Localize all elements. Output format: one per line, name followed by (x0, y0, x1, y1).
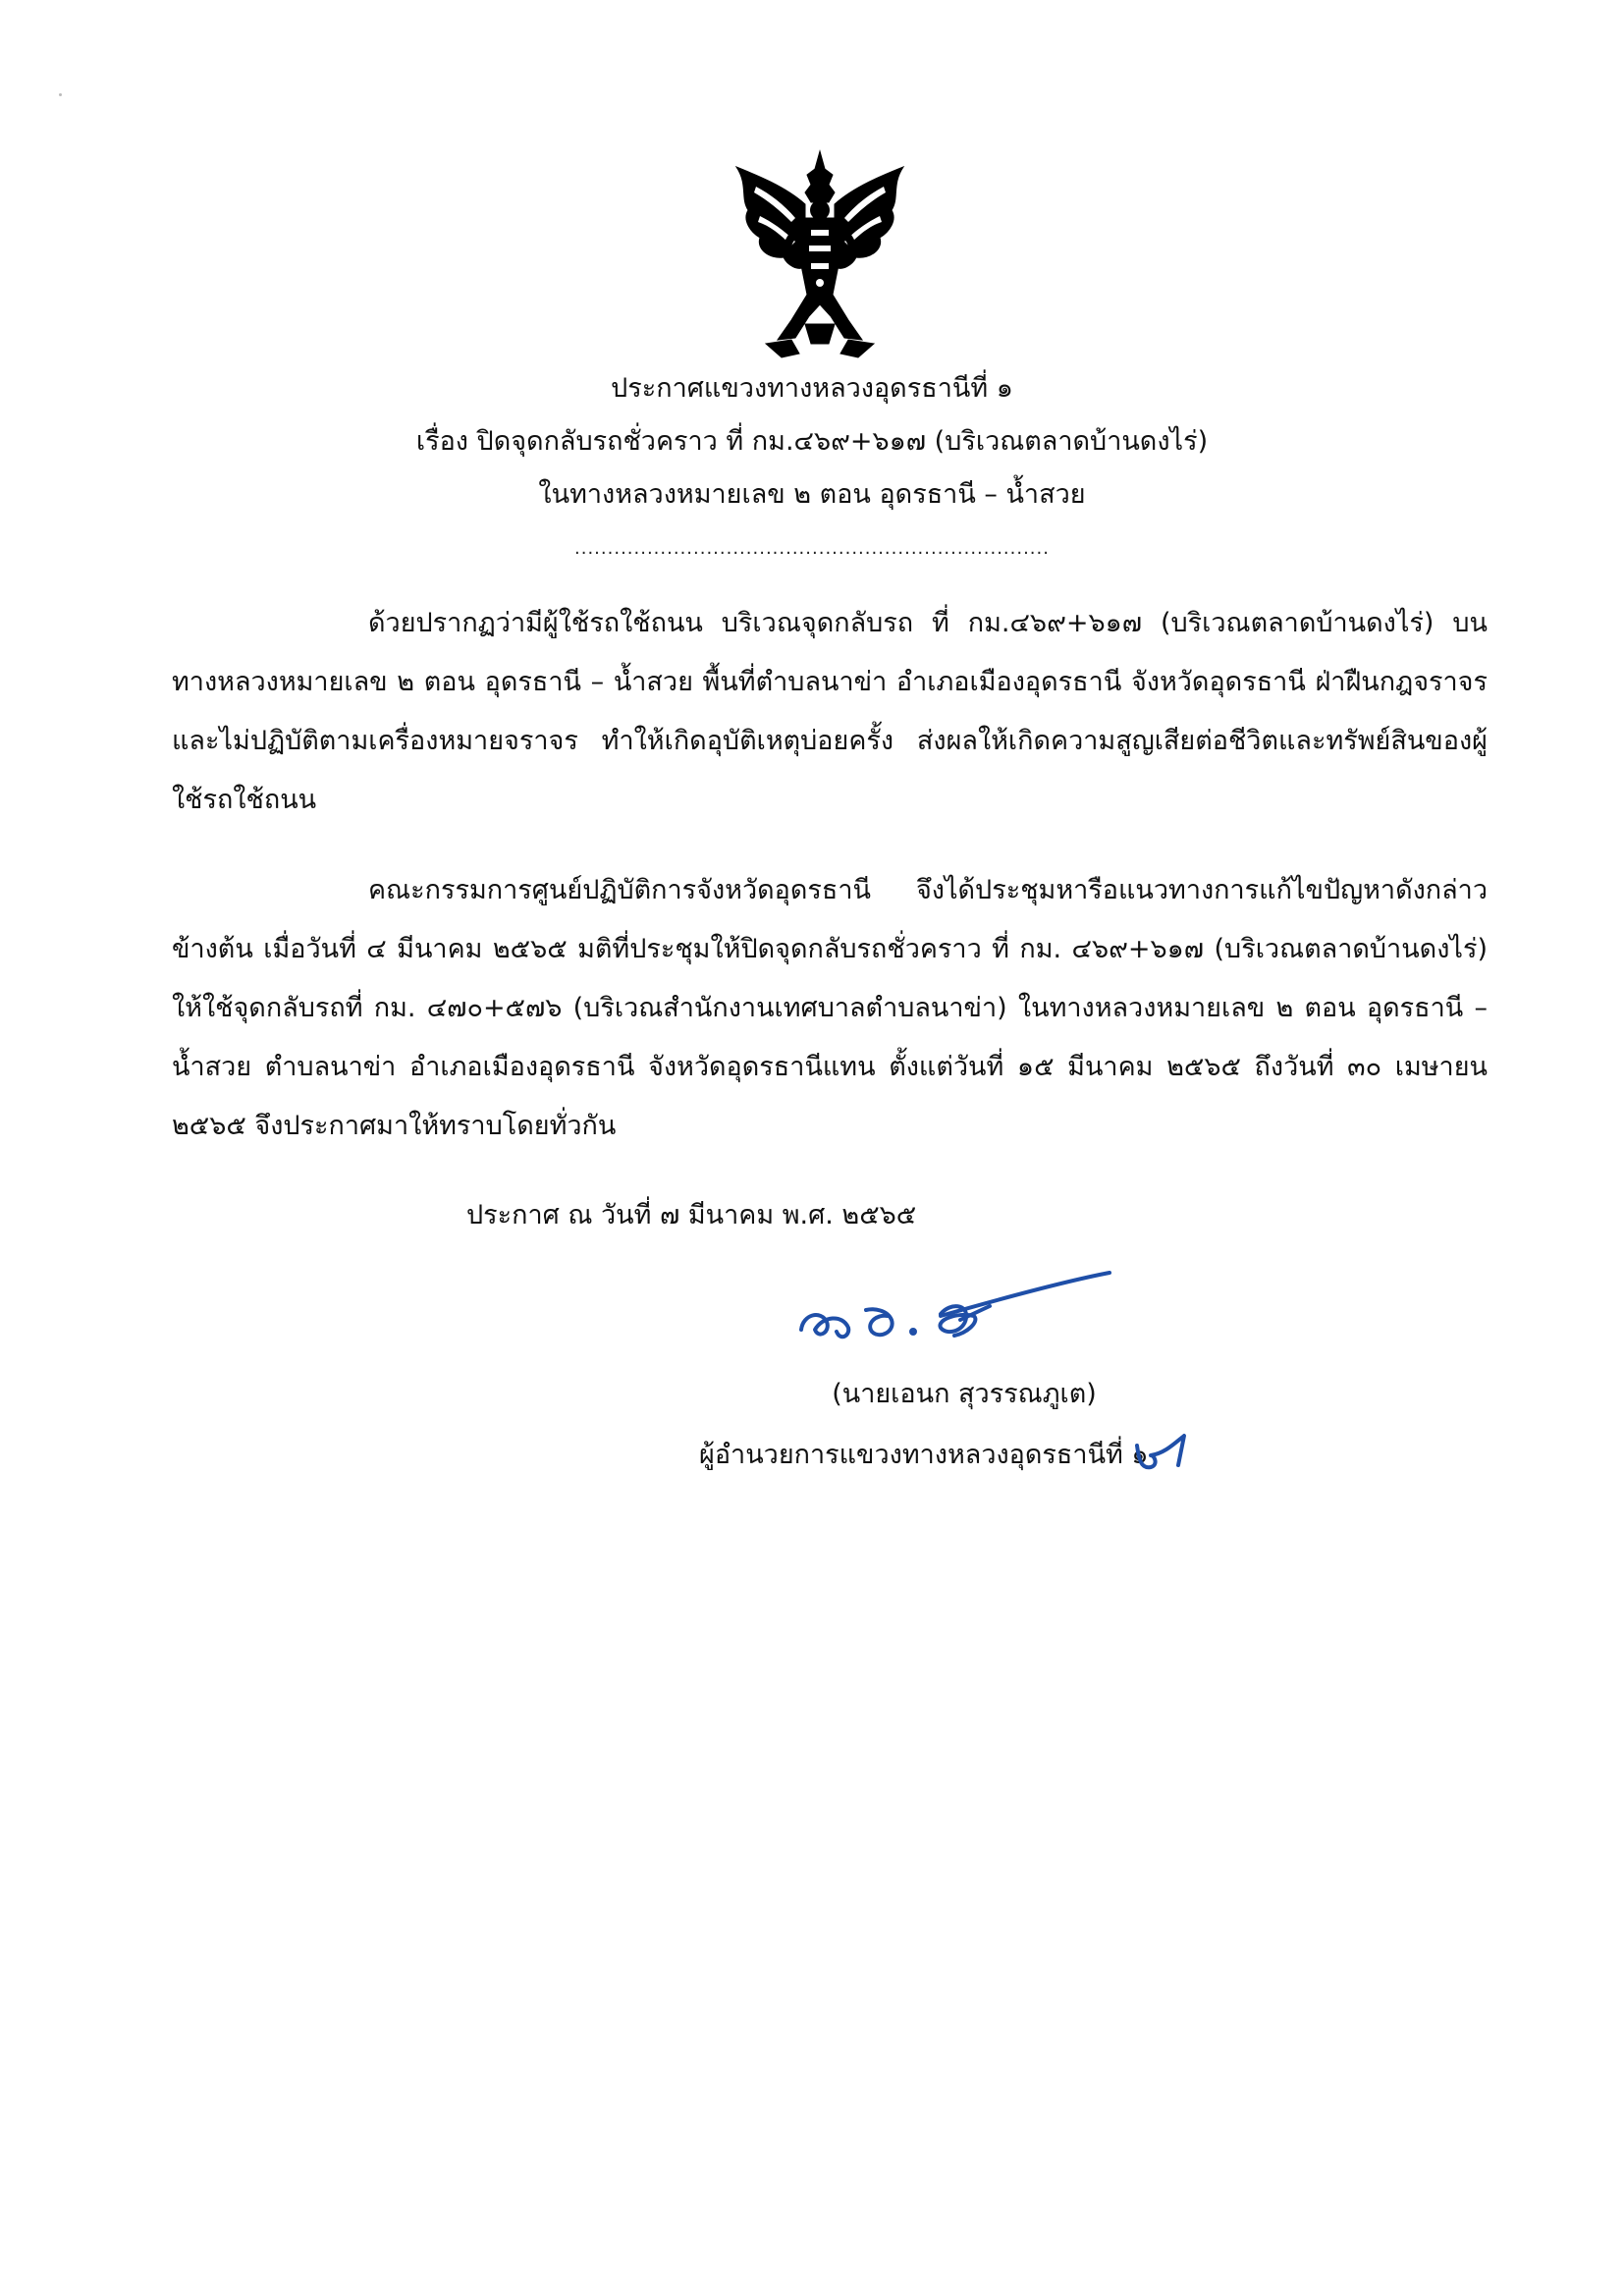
scan-speck (59, 93, 62, 96)
title-separator: ........................................................................ (574, 538, 1050, 559)
signer-name: (นายเอนก สุวรรณภูเต) (832, 1379, 1097, 1409)
announcement-subject: เรื่อง ปิดจุดกลับรถชั่วคราว ที่ กม.๔๖๙+๖๑๗ (บริเวณตลาดบ้านดงไร่) (415, 426, 1209, 457)
signer-position: ผู้อำนวยการแขวงทางหลวงอุดรธานีที่ ๑ (699, 1440, 1149, 1470)
body-paragraph-2: คณะกรรมการศูนย์ปฏิบัติการจังหวัดอุดรธานี จึงได้ประชุมหารือแนวทางการแก้ไขปัญหาดังกล่าวข้างต้น เมื่อวันที่ ๔ มีนาคม ๒๕๖๕ มติที่ประชุมให้ปิดจุดกลับรถชั่วคราว ที่ กม. ๔๖๙+๖๑๗ (บริเวณตลาดบ้านดงไร่) ให้ใช้จุดกลับรถที่ กม. ๔๗๐+๕๗๖ (บริเวณสำนักงานเทศบาลตำบลนาข่า) ในทางหลวงหมายเลข ๒ ตอน อุดรธานี – น้ำสวย ตำบลนาข่า อำเภอเมืองอุดรธานี จังหวัดอุดรธานีแทน ตั้งแต่วันที่ ๑๕ มีนาคม ๒๕๖๕ ถึงวันที่ ๓๐ เมษายน ๒๕๖๕ จึงประกาศมาให้ทราบโดยทั่วกัน (172, 875, 1489, 1141)
body-paragraph-1: ด้วยปรากฏว่ามีผู้ใช้รถใช้ถนน บริเวณจุดกลับรถ ที่ กม.๔๖๙+๖๑๗ (บริเวณตลาดบ้านดงไร่) บนทางหลวงหมายเลข ๒ ตอน อุดรธานี – น้ำสวย พื้นที่ตำบลนาข่า อำเภอเมืองอุดรธานี จังหวัดอุดรธานี ฝ่าฝืนกฎจราจรและไม่ปฏิบัติตามเครื่องหมายจราจร ทำให้เกิดอุบัติเหตุบ่อยครั้ง ส่งผลให้เกิดความสูญเสียต่อชีวิตและทรัพย์สินของผู้ใช้รถใช้ถนน (172, 608, 1488, 815)
handwritten-signature-icon (793, 1267, 1117, 1355)
garuda-emblem-icon (727, 147, 913, 363)
announcement-highway: ในทางหลวงหมายเลข ๒ ตอน อุดรธานี – น้ำสวย (538, 479, 1086, 510)
handwritten-initial-icon (1131, 1430, 1190, 1477)
announcement-title: ประกาศแขวงทางหลวงอุดรธานีที่ ๑ (611, 373, 1013, 404)
announcement-date: ประกาศ ณ วันที่ ๗ มีนาคม พ.ศ. ๒๕๖๕ (466, 1200, 917, 1230)
